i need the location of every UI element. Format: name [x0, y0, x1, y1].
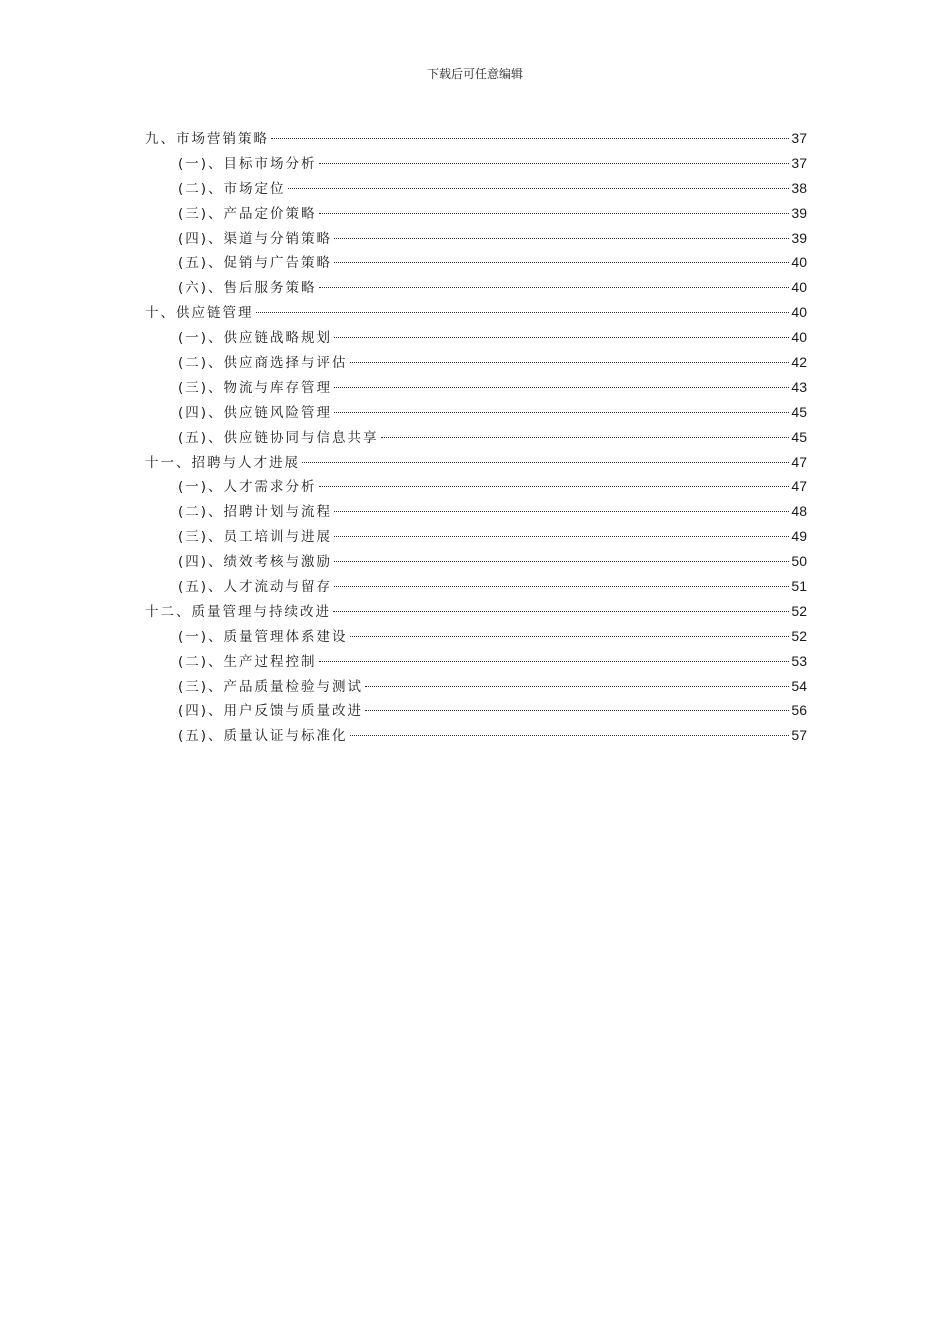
toc-entry-title: (五)、质量认证与标准化 — [178, 728, 348, 745]
toc-page-number: 40 — [791, 279, 807, 296]
toc-entry-title: (四)、渠道与分销策略 — [178, 230, 333, 247]
toc-entry-title: (三)、员工培训与进展 — [178, 529, 333, 546]
toc-page-number: 38 — [791, 179, 807, 196]
toc-dot-leader — [334, 536, 789, 537]
toc-section-entry[interactable] — [145, 425, 807, 450]
toc-entry-title: (二)、供应商选择与评估 — [178, 355, 348, 372]
toc-section-entry[interactable] — [145, 400, 807, 425]
toc-section-entry[interactable] — [145, 176, 807, 201]
toc-dot-leader — [334, 511, 789, 512]
toc-page-number: 43 — [791, 378, 807, 395]
toc-section-entry[interactable] — [145, 350, 807, 375]
toc-entry-title: (四)、供应链风险管理 — [178, 404, 333, 421]
toc-entry-title: (一)、人才需求分析 — [178, 479, 317, 496]
toc-entry-title: (五)、人才流动与留存 — [178, 579, 333, 596]
toc-page-number: 52 — [791, 602, 807, 619]
toc-dot-leader — [365, 710, 789, 711]
toc-entry-title: (三)、产品定价策略 — [178, 205, 317, 222]
toc-section-entry[interactable] — [145, 624, 807, 649]
toc-chapter-entry[interactable] — [145, 126, 807, 151]
toc-page-number: 54 — [791, 677, 807, 694]
toc-chapter-entry[interactable] — [145, 450, 807, 475]
toc-page-number: 47 — [791, 453, 807, 470]
toc-dot-leader — [334, 586, 789, 587]
toc-dot-leader — [334, 387, 789, 388]
toc-dot-leader — [350, 735, 790, 736]
toc-entry-title: (二)、生产过程控制 — [178, 653, 317, 670]
toc-entry-title: (二)、市场定位 — [178, 180, 286, 197]
toc-dot-leader — [334, 262, 789, 263]
toc-dot-leader — [319, 213, 790, 214]
toc-page-number: 45 — [791, 428, 807, 445]
toc-page-number: 39 — [791, 204, 807, 221]
toc-section-entry[interactable] — [145, 151, 807, 176]
toc-dot-leader — [319, 661, 790, 662]
toc-page-number: 57 — [791, 727, 807, 744]
toc-dot-leader — [333, 611, 789, 612]
toc-entry-title: (一)、质量管理体系建设 — [178, 628, 348, 645]
toc-entry-title: (六)、售后服务策略 — [178, 280, 317, 297]
toc-section-entry[interactable] — [145, 325, 807, 350]
toc-section-entry[interactable] — [145, 524, 807, 549]
toc-chapter-entry[interactable] — [145, 599, 807, 624]
toc-page-number: 47 — [791, 478, 807, 495]
toc-dot-leader — [381, 437, 790, 438]
toc-entry-title: 十、供应链管理 — [145, 305, 254, 322]
toc-entry-title: (一)、供应链战略规划 — [178, 330, 333, 347]
toc-section-entry[interactable] — [145, 698, 807, 723]
toc-page-number: 53 — [791, 652, 807, 669]
toc-dot-leader — [256, 312, 790, 313]
toc-page-number: 39 — [791, 229, 807, 246]
toc-entry-title: 十一、招聘与人才进展 — [145, 454, 300, 471]
toc-dot-leader — [334, 412, 789, 413]
toc-dot-leader — [319, 486, 790, 487]
toc-section-entry[interactable] — [145, 201, 807, 226]
toc-section-entry[interactable] — [145, 250, 807, 275]
toc-page-number: 40 — [791, 254, 807, 271]
toc-section-entry[interactable] — [145, 649, 807, 674]
toc-dot-leader — [319, 287, 790, 288]
toc-dot-leader — [302, 462, 789, 463]
toc-section-entry[interactable] — [145, 275, 807, 300]
toc-entry-title: (四)、绩效考核与激励 — [178, 554, 333, 571]
toc-page-number: 50 — [791, 553, 807, 570]
toc-dot-leader — [319, 163, 790, 164]
toc-page-number: 42 — [791, 354, 807, 371]
toc-page-number: 56 — [791, 702, 807, 719]
toc-dot-leader — [271, 138, 789, 139]
toc-dot-leader — [288, 188, 790, 189]
toc-chapter-entry[interactable] — [145, 300, 807, 325]
toc-section-entry[interactable] — [145, 499, 807, 524]
toc-entry-title: (二)、招聘计划与流程 — [178, 504, 333, 521]
toc-section-entry[interactable] — [145, 674, 807, 699]
toc-dot-leader — [350, 636, 790, 637]
toc-entry-title: (四)、用户反馈与质量改进 — [178, 703, 364, 720]
toc-entry-title: (三)、物流与库存管理 — [178, 379, 333, 396]
toc-page-number: 37 — [791, 130, 807, 146]
toc-entry-title: (五)、促销与广告策略 — [178, 255, 333, 272]
toc-page-number: 51 — [791, 578, 807, 595]
toc-page-number: 40 — [791, 304, 807, 321]
toc-section-entry[interactable] — [145, 723, 807, 748]
toc-section-entry[interactable] — [145, 549, 807, 574]
table-of-contents — [145, 126, 807, 748]
toc-dot-leader — [334, 561, 789, 562]
toc-section-entry[interactable] — [145, 375, 807, 400]
toc-page-number: 52 — [791, 627, 807, 644]
toc-section-entry[interactable] — [145, 474, 807, 499]
toc-entry-title: (一)、目标市场分析 — [178, 155, 317, 172]
toc-entry-title: 十二、质量管理与持续改进 — [145, 603, 331, 620]
toc-section-entry[interactable] — [145, 226, 807, 251]
toc-entry-title: (五)、供应链协同与信息共享 — [178, 429, 379, 446]
toc-page-number: 48 — [791, 503, 807, 520]
page-header: 下载后可任意编辑 — [426, 67, 523, 81]
toc-page-number: 37 — [791, 154, 807, 171]
toc-entry-title: 九、市场营销策略 — [145, 131, 269, 147]
toc-dot-leader — [365, 686, 789, 687]
toc-dot-leader — [334, 238, 789, 239]
toc-page-number: 45 — [791, 403, 807, 420]
toc-page-number: 40 — [791, 329, 807, 346]
toc-entry-title: (三)、产品质量检验与测试 — [178, 678, 364, 695]
toc-dot-leader — [350, 362, 790, 363]
toc-section-entry[interactable] — [145, 574, 807, 599]
toc-dot-leader — [334, 337, 789, 338]
toc-page-number: 49 — [791, 528, 807, 545]
